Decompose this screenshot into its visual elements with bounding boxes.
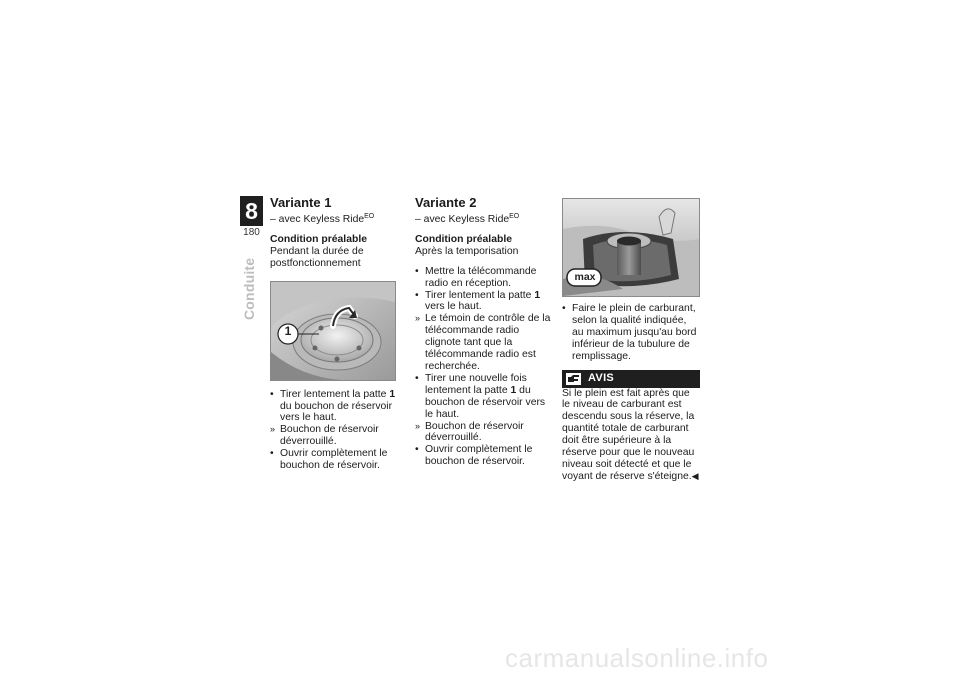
filler-neck-photo [562, 198, 700, 297]
list-item: • Tirer lentement la patte 1 du bouchon de réservoir vers le haut. [270, 388, 396, 424]
list-item: » Bouchon de réservoir déverrouillé. [415, 420, 524, 444]
option-text: – avec Keyless Ride [415, 214, 510, 225]
step-list [270, 389, 396, 472]
max-label: max [574, 271, 596, 283]
condition-title: Condition préalable [415, 233, 512, 245]
option-superscript: EO [364, 213, 375, 220]
condition-title: Condition préalable [270, 233, 367, 245]
notice-title: AVIS [588, 371, 615, 384]
list-item: • Mettre la télécommande radio en réception. [415, 265, 537, 289]
notice-hand-icon [566, 373, 581, 385]
list-item: • Ouvrir complètement le bouchon de réservoir. [415, 444, 533, 468]
chapter-title-vertical: Conduite [241, 257, 257, 320]
condition-text: Après la temporisation [415, 245, 519, 257]
option-superscript: EO [509, 213, 520, 220]
option-text: – avec Keyless Ride [270, 214, 365, 225]
section-heading: Variante 1 [270, 195, 332, 210]
step-list [562, 303, 700, 363]
page-number: 180 [243, 227, 260, 238]
chapter-number-tab: 8 [240, 196, 263, 226]
column-refuel [562, 198, 700, 483]
column-variante-2 [415, 196, 553, 468]
condition-text: Pendant la durée de postfonctionnement [270, 245, 364, 269]
list-item: » Bouchon de réservoir déverrouillé. [270, 424, 379, 448]
option-line [270, 211, 396, 226]
column-variante-1 [270, 196, 396, 472]
end-of-section-icon: ◀ [691, 470, 699, 481]
list-item: • Tirer lentement la patte 1 vers le haut. [415, 289, 541, 313]
list-item: » Le témoin de contrôle de la télécommande radio clignote tant que la télécommande radio est recherchée. [415, 313, 551, 372]
option-line [415, 211, 553, 226]
section-heading: Variante 2 [415, 195, 477, 210]
list-item: • Tirer une nouvelle fois lentement la patte 1 du bouchon de réservoir vers le haut. [415, 372, 546, 420]
fuel-cap-photo [270, 281, 396, 381]
notice-banner [562, 370, 700, 388]
step-list [415, 266, 553, 468]
callout-number: 1 [284, 323, 292, 338]
list-item: • Faire le plein de carburant, selon la qualité indiquée, au maximum jusqu'au bord inférieur de la tubulure de remplissage. [562, 303, 697, 362]
notice-text: Si le plein est fait après que le niveau de carburant est descendu sous la réserve, la quantité totale de carburant doit être supérieure à la réserve pour que le nouveau niveau soit détecté et que le voyant de réserve s'éteigne.◀ [562, 387, 699, 482]
list-item: • Ouvrir complètement le bouchon de réservoir. [270, 448, 388, 472]
watermark: carmanualsonline.info [505, 643, 769, 673]
